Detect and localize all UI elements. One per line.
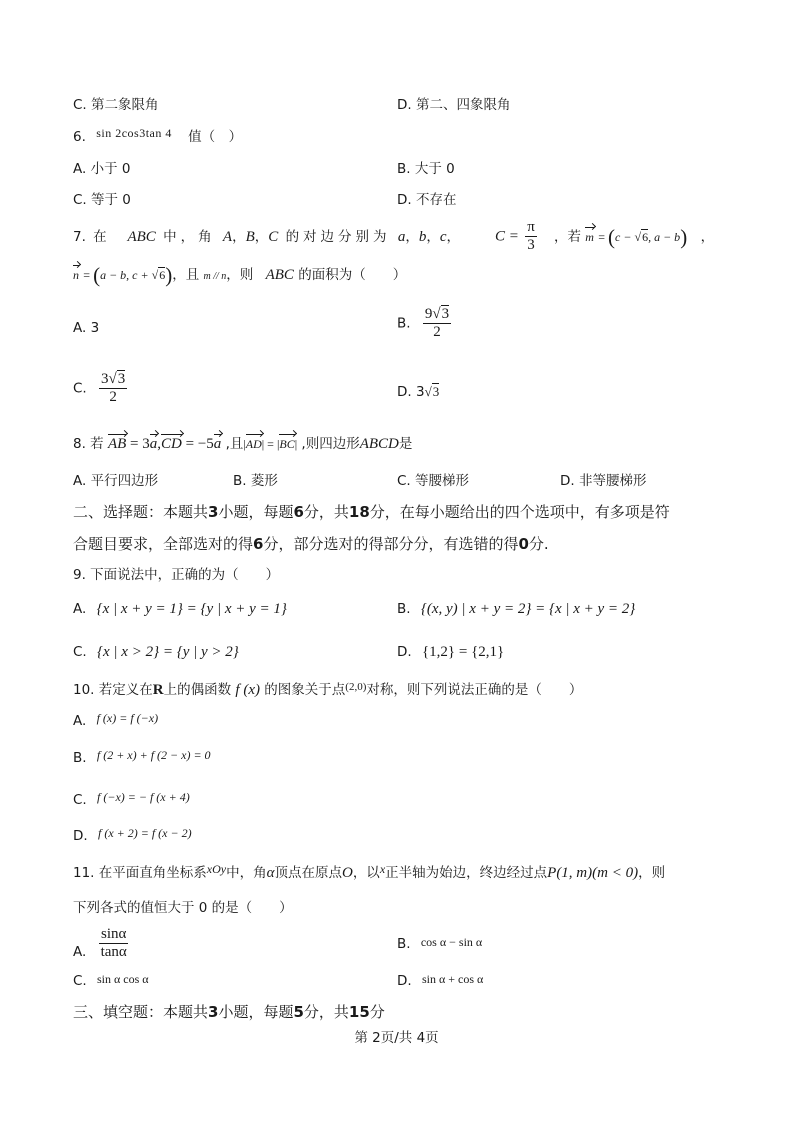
q7-n: n (73, 268, 79, 282)
q7-m-vector: ，若 m = (c − √6, a − b) ， (554, 225, 715, 249)
s2-n4: 6 (253, 535, 264, 553)
q7-sqrt6-2: 6 (159, 268, 166, 282)
q7-option-c-label: C. (73, 380, 87, 397)
q8-vec-a: a (149, 436, 158, 452)
q10-mid: 上的偶函数 (163, 682, 232, 698)
q7-option-d: D. 3√3 (397, 384, 440, 400)
q7-ze: ，则 (226, 267, 254, 283)
q8-vec-ab: AB (107, 436, 127, 452)
q8-vec-a-2: a (213, 436, 222, 452)
q7-pi-over-3 (525, 219, 537, 254)
q7-option-b: B. $\frac{9√3}{2}$ (397, 306, 450, 340)
q10-point: (2,0) (345, 681, 367, 693)
q10-option-a (73, 712, 158, 730)
q11-x: x (379, 862, 386, 876)
q10-option-a-label: A. (73, 713, 87, 729)
q8-shi: 是 (398, 436, 413, 452)
q10-option-d-label: D. (73, 828, 88, 844)
q7-qie: ，且 (172, 267, 200, 283)
q10-option-b (73, 749, 211, 767)
q7-triangle: ABC (127, 229, 156, 245)
q11-option-b-expr: cos α − sin α (420, 935, 483, 949)
q10-option-c (73, 791, 190, 809)
q10-R: R (152, 682, 164, 698)
s2-text-6: 分，部分选对的得部分分，有选错的得 (263, 535, 519, 553)
q5-option-d: D. 第二、四象限角 (397, 97, 511, 113)
q7-n-expr: a − b, c + (100, 268, 152, 282)
q7-side-c: c (439, 229, 447, 245)
s2-text-2: 小题，每题 (218, 503, 294, 521)
q9-option-a-expr: {x | x + y = 1} = {y | x + y = 1} (96, 601, 287, 617)
q10-prefix: 10. 若定义在 (73, 682, 153, 698)
q8-option-b: B. 菱形 (233, 473, 278, 489)
q6-option-a: A. 小于 0 (73, 161, 131, 177)
q11-option-d-expr: sin α + cos α (421, 972, 484, 986)
q7-option-d-label: D. 3 (397, 384, 425, 400)
q6-stem (73, 128, 242, 146)
s2-text-7: 分. (528, 535, 549, 553)
q7-sqrt6: 6 (642, 230, 649, 244)
q9-option-a-label: A. (73, 601, 87, 617)
q11-a2: 顶点在原点 (274, 865, 342, 881)
q7-d-rad: 3 (432, 384, 440, 399)
q11-a3: ，以 (352, 865, 380, 881)
s3-text-2: 小题，每题 (218, 1003, 294, 1021)
q7-m: m (585, 230, 594, 244)
q11-stem-line1 (73, 864, 665, 882)
q9-option-a (73, 600, 287, 618)
q8-qie: ,且 (225, 436, 244, 452)
q7-c-num: 3 (101, 371, 109, 387)
q10-option-b-expr: f (2 + x) + f (2 − x) = 0 (96, 748, 211, 762)
s3-text-3: 分，共 (303, 1003, 349, 1021)
q9-option-d-expr: {1,2} = {2,1} (421, 644, 505, 660)
q7-triangle-2: ABC (265, 267, 294, 283)
q10-option-d (73, 827, 192, 845)
q11-a-den: tanα (100, 944, 127, 960)
q8-stem: 8. 若 AB = 3a,CD = −5a ,且|AD| = |BC| ,则四边形ABCD是 (73, 436, 413, 452)
q11-option-b (397, 935, 482, 953)
q7-c-eq: C = (495, 228, 519, 245)
section2-line2 (73, 535, 549, 553)
q10-mid2: 的图象关于点 (264, 682, 346, 698)
q6-expression: sin 2cos3tan 4 (96, 126, 172, 140)
s2-n3: 18 (348, 503, 370, 521)
q11-option-d (397, 972, 483, 990)
q7-b-rad: 3 (441, 306, 450, 322)
q7-angle-a: A (222, 229, 233, 245)
q8-post: ,则四边形 (301, 436, 360, 452)
q10-option-d-expr: f (x + 2) = f (x − 2) (97, 826, 192, 840)
page-footer: 第 2页/共 4页 (354, 1030, 439, 1046)
s2-text-3: 分，共 (303, 503, 349, 521)
q11-cond: (m < 0) (592, 865, 639, 881)
q7-angle-c-value (495, 219, 539, 254)
s2-n2: 6 (293, 503, 304, 521)
q8-vec-ad: AD (245, 437, 262, 451)
q8-option-d: D. 非等腰梯形 (560, 473, 647, 489)
q10-option-a-expr: f (x) = f (−x) (96, 711, 159, 725)
q6-option-d: D. 不存在 (397, 192, 457, 208)
q10-option-c-label: C. (73, 792, 87, 808)
q7-side-b: b (418, 229, 427, 245)
q10-option-b-label: B. (73, 750, 87, 766)
q7-parallel: m // n (203, 271, 227, 282)
q7-option-a: A. 3 (73, 320, 100, 336)
q8-eq1: = 3 (126, 436, 150, 452)
q11-a5: ，则 (638, 865, 666, 881)
q11-xoy: xOy (206, 862, 227, 876)
section2-line1 (73, 503, 670, 521)
q8-eq2: = −5 (181, 436, 214, 452)
q11-option-a (73, 926, 131, 961)
q11-prefix: 11. 在平面直角坐标系 (73, 865, 207, 881)
q11-a1: 中，角 (226, 865, 267, 881)
q7-text-2: 的对边分别为 (285, 229, 391, 245)
q11-option-b-label: B. (397, 936, 411, 952)
q11-option-c-expr: sin α cos α (97, 972, 149, 986)
q8-vec-cd: CD (161, 436, 182, 452)
q7-b-num: 9 (424, 306, 433, 322)
q9-option-c (73, 643, 239, 661)
s2-n1: 3 (208, 503, 219, 521)
q7-ruo: ，若 (554, 229, 581, 245)
q7-b-den: 2 (433, 324, 441, 340)
section3-heading (73, 1003, 385, 1021)
q9-option-d-label: D. (397, 644, 412, 660)
q11-option-c-label: C. (73, 973, 87, 989)
q11-P: P (547, 865, 557, 881)
q7-m-expr-1: c − (615, 230, 635, 244)
q9-option-b (397, 600, 635, 618)
q11-stem-line2: 下列各式的值恒大于 0 的是（ ） (73, 900, 293, 916)
q11-a-num: sinα (101, 926, 127, 942)
q7-three: 3 (527, 237, 535, 253)
q11-pcoord: (1, m) (556, 865, 593, 881)
q10-fx: f (x) (235, 682, 260, 698)
q7-c-den: 2 (109, 389, 117, 405)
s2-n5: 0 (518, 535, 529, 553)
q6-option-b: B. 大于 0 (397, 161, 455, 177)
q11-alpha: α (266, 865, 275, 881)
s2-text-1: 二、选择题：本题共 (73, 503, 209, 521)
q11-O: O (341, 865, 353, 881)
q6-number: 6. (73, 129, 86, 145)
q7-option-c: C. $\frac{3√3}{2}$ (73, 371, 126, 405)
q10-stem (73, 681, 582, 700)
q11-option-a-label: A. (73, 943, 87, 960)
q10-post: 对称，则下列说法正确的是（ ） (366, 682, 583, 698)
q5-option-c: C. 第二象限角 (73, 97, 159, 113)
s3-text-1: 三、填空题：本题共 (73, 1003, 209, 1021)
s2-text-5: 合题目要求，全部选对的得 (73, 535, 254, 553)
q7-m-expr-2: , a − b (648, 230, 681, 244)
q9-option-c-label: C. (73, 644, 87, 660)
q7-pi: π (527, 219, 535, 235)
s3-n1: 3 (208, 1003, 219, 1021)
q7-question: 的面积为（ ） (298, 267, 407, 283)
q11-option-d-label: D. (397, 973, 412, 989)
q6-option-c: C. 等于 0 (73, 192, 131, 208)
q9-option-c-expr: {x | x > 2} = {y | y > 2} (97, 644, 239, 660)
q8-vec-bc: BC (279, 437, 295, 451)
s3-text-4: 分 (369, 1003, 385, 1021)
q7-side-a: a (397, 229, 406, 245)
q10-option-c-expr: f (−x) = − f (x + 4) (97, 790, 190, 804)
q11-option-c (73, 972, 149, 990)
q11-a4: 正半轴为始边，终边经过点 (385, 865, 548, 881)
q8-option-c: C. 等腰梯形 (397, 473, 470, 489)
q7-c-rad: 3 (117, 371, 126, 387)
s2-text-4: 分，在每小题给出的四个选项中，有多项是符 (369, 503, 670, 521)
q9-option-b-expr: {(x, y) | x + y = 2} = {x | x + y = 2} (420, 601, 636, 617)
q7-option-b-label: B. (397, 315, 411, 332)
q8-prefix: 8. 若 (73, 436, 104, 452)
q7-angle-c: C (268, 229, 279, 245)
q8-option-a: A. 平行四边形 (73, 473, 159, 489)
q8-abcd: ABCD (359, 436, 399, 452)
q9-stem: 9. 下面说法中，正确的为（ ） (73, 567, 280, 583)
q8-comma: , (157, 436, 162, 452)
q7-prefix: 7. 在 (73, 229, 121, 245)
q7-stem-line2: n = (a − b, c + √6)，且 m // n，则 ABC 的面积为（ ） (73, 263, 407, 287)
q6-tail: 值（ ） (188, 129, 243, 145)
q7-text-1: 中，角 (163, 229, 216, 245)
s3-n3: 15 (348, 1003, 370, 1021)
q7-stem-line1: 7. 在 ABC 中，角 A，B，C 的对边分别为 a，b，c， (73, 229, 461, 245)
q9-option-d (397, 643, 504, 661)
s3-n2: 5 (293, 1003, 304, 1021)
q7-angle-b: B (245, 229, 255, 245)
q9-option-b-label: B. (397, 601, 411, 617)
